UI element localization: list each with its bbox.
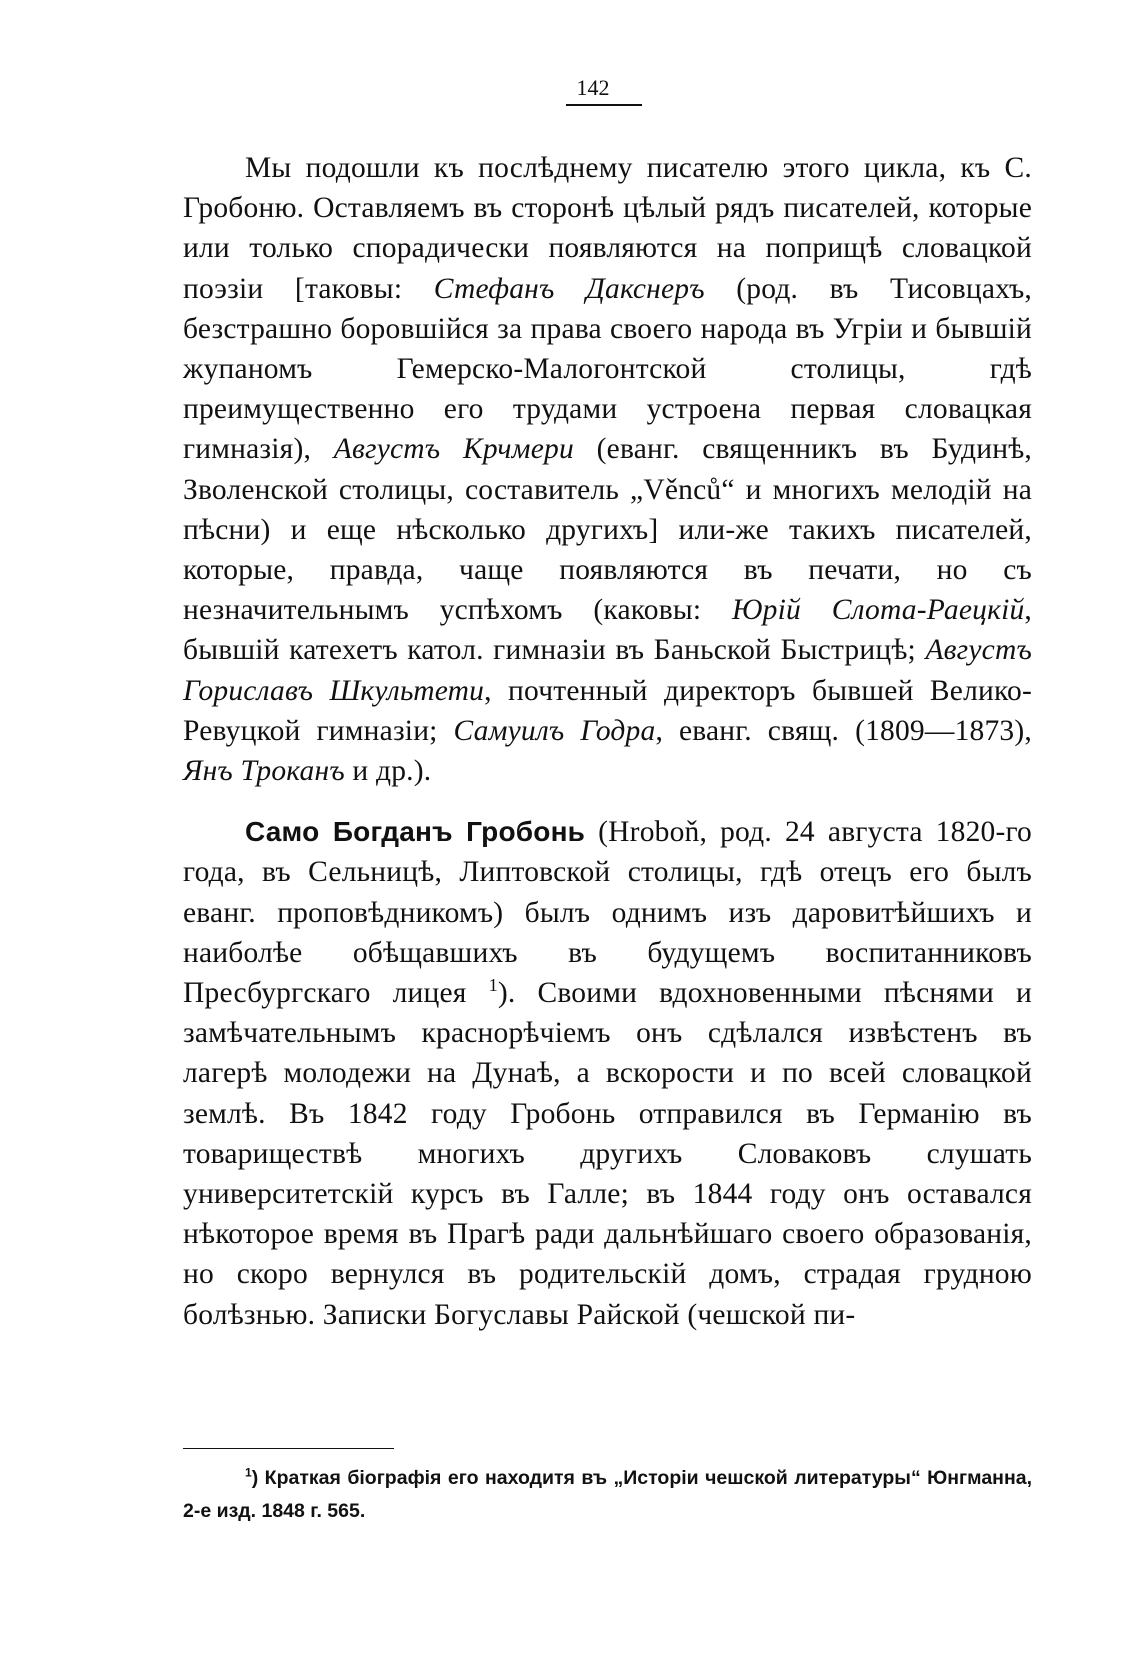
- person-name-trokan: Янъ Троканъ: [183, 755, 345, 788]
- person-name-slota: Юрій Слота-Раецкій: [732, 594, 1025, 627]
- page-number: 142: [576, 75, 610, 100]
- paragraph-1-text-2: (род. въ Тисовцахъ, безстрашно боровшійся за права своего народа въ Угріи и бывшій жупаномъ Гемерско-Малогонтской столицы, гдѣ преимущественно его трудами устроена первая словацкая гимназія),: [183, 272, 1032, 466]
- paragraph-1-text-7: и др.).: [344, 755, 432, 788]
- person-name-hroboň: Само Богданъ Гробонь: [245, 816, 586, 848]
- paragraph-2: [183, 812, 1032, 1335]
- paragraph-1-text-3: (еванг. священникъ въ Будинѣ, Зволенской столицы, составитель „Věnců“ и многихъ мелодій на пѣсни) и еще нѣсколько другихъ] или-же такихъ писателей, которые, правда, чаще появляются въ печати, но съ незначительнымъ успѣхомъ (каковы:: [183, 433, 1032, 627]
- person-name-daxner: Стефанъ Дакснеръ: [433, 272, 705, 305]
- person-name-godra: Самуилъ Годра: [453, 714, 656, 747]
- footnote-marker: 1: [245, 1465, 252, 1480]
- body-text: [183, 148, 1032, 1335]
- paragraph-1-text-4: , бывшій катехетъ катол. гимназіи въ Баньской Быстрицѣ;: [183, 594, 1032, 667]
- paragraph-1: [183, 148, 1032, 791]
- footnote-rule: [183, 1448, 394, 1449]
- paragraph-2-text-2: ). Своими вдохновенными пѣснями и замѣчательнымъ краснорѣчіемъ онъ сдѣлался извѣстенъ въ лагерѣ молодежи на Дунаѣ, а вскорости и по всей словацкой землѣ. Въ 1842 году Гробонь отправился въ Германію въ товариществѣ многихъ другихъ Словаковъ слушать университетскій курсъ въ Галле; въ 1844 году онъ оставался нѣкоторое время въ Прагѣ ради дальнѣйшаго своего образованія, но скоро вернулся въ родительскій домъ, страдая грудною болѣзнью. Записки Богуславы Райской (чешской пи-: [183, 977, 1032, 1331]
- footnote-text: ) Краткая біографія его находитя въ „Исторіи чешской литературы“ Юнгманна, 2-е изд. 1848 г. 565.: [183, 1467, 1032, 1522]
- paragraph-2-text-1: (Hrobоň, род. 24 августа 1820-го года, въ Сельницѣ, Липтовской столицы, гдѣ отецъ его былъ еванг. проповѣдникомъ) былъ однимъ изъ даровитѣйшихъ и наиболѣе обѣщавшихъ въ будущемъ воспитанниковъ Пресбургскаго лицея: [183, 816, 1033, 1010]
- page-number-rule: [566, 104, 642, 106]
- paragraph-1-text-1: Мы подошли къ послѣднему писателю этого цикла, къ С. Гробоню. Оставляемъ въ сторонѣ цѣлый рядъ писателей, которые или только спорадически появляются на поприщѣ словацкой поэзіи [таковы:: [183, 152, 1032, 305]
- footnote-reference[interactable]: 1: [488, 975, 498, 996]
- person-name-krcmery: Августъ Крчмери: [333, 433, 574, 466]
- paragraph-1-text-5: , почтенный директоръ бывшей Велико-Ревуцкой гимназіи;: [183, 674, 1033, 747]
- person-name-skultety: Августъ Гориславъ Шкультети: [183, 634, 1032, 707]
- paragraph-1-text-6: , еванг. свящ. (1809—1873),: [655, 714, 1032, 747]
- footnote: [183, 1462, 1032, 1528]
